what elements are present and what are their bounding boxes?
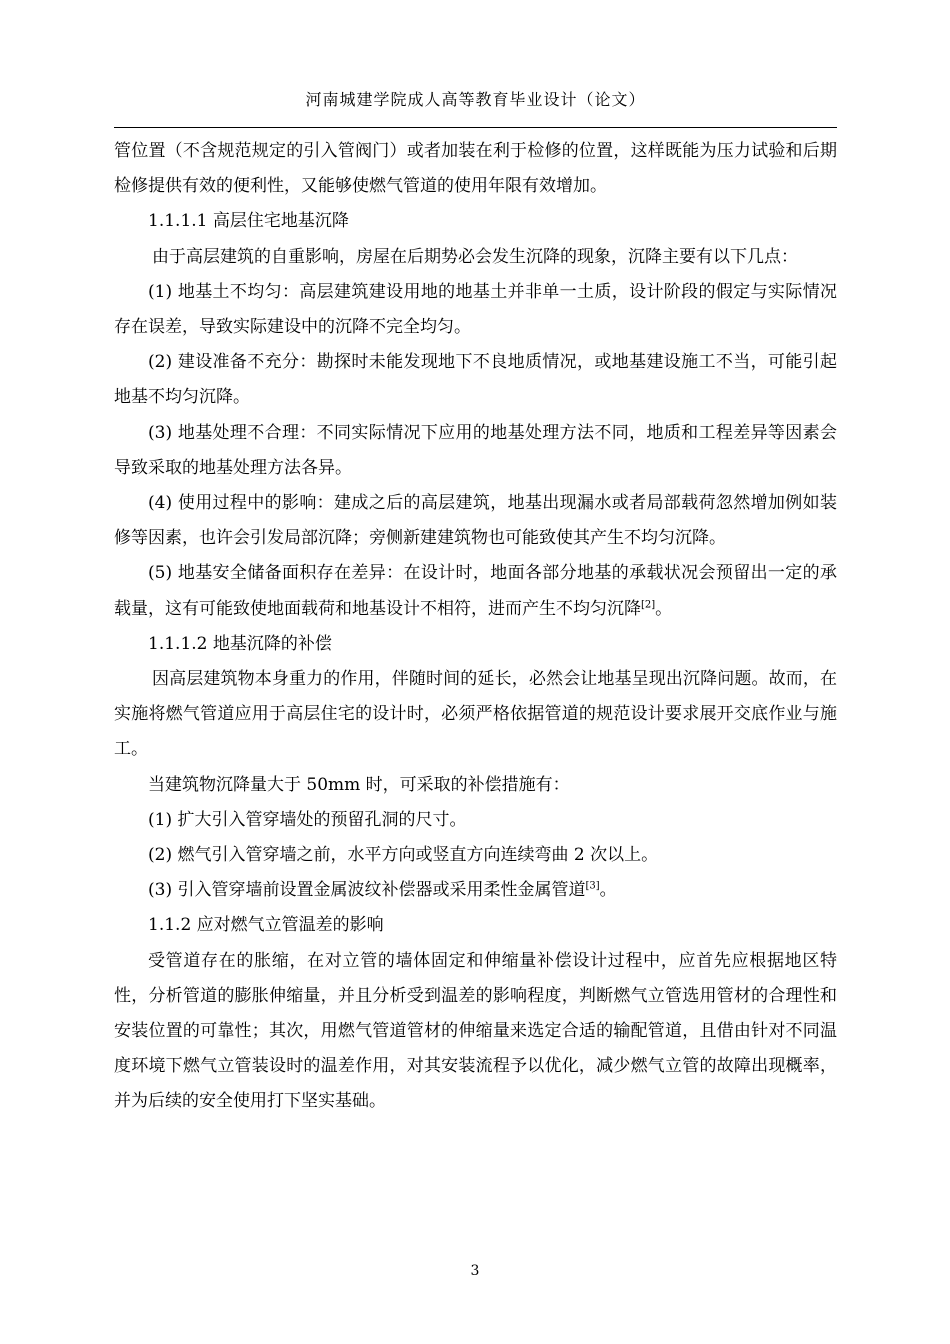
page-number: 3 bbox=[470, 1263, 480, 1279]
section-heading-1-1-1-1: 1.1.1.1 高层住宅地基沉降 bbox=[148, 211, 349, 232]
body-text bbox=[114, 134, 837, 1120]
section-heading-1-1-2: 1.1.2 应对燃气立管温差的影响 bbox=[148, 915, 384, 936]
measure-item-2: (2) 燃气引入管穿墙之前，水平方向或竖直方向连续弯曲 2 次以上。 bbox=[148, 845, 659, 866]
paragraph-compensation-intro: 因高层建筑物本身重力的作用，伴随时间的延长，必然会让地基呈现出沉降问题。故而，在实施将燃气管道应用于高层住宅的设计时，必须严格依据管道的规范设计要求展开交底作业与施工。 bbox=[114, 669, 837, 760]
list-item-1: (1) 地基土不均匀：高层建筑建设用地的地基土并非单一土质，设计阶段的假定与实际情况存在误差，导致实际建设中的沉降不完全均匀。 bbox=[114, 281, 837, 338]
list-item-2: (2) 建设准备不充分：勘探时未能发现地下不良地质情况，或地基建设施工不当，可能引起地基不均匀沉降。 bbox=[114, 352, 837, 408]
list-item-5-text: (5) 地基安全储备面积存在差异：在设计时，地面各部分地基的承载状况会预留出一定的承载量，这有可能致使地面载荷和地基设计不相符，进而产生不均匀沉降 bbox=[114, 563, 837, 619]
paragraph-continuation: 管位置（不含规范规定的引入管阀门）或者加装在利于检修的位置，这样既能为压力试验和后期检修提供有效的便利性，又能够使燃气管道的使用年限有效增加。 bbox=[114, 141, 837, 197]
header-rule bbox=[114, 127, 837, 128]
paragraph-settlement-intro: 由于高层建筑的自重影响，房屋在后期势必会发生沉降的现象，沉降主要有以下几点： bbox=[152, 246, 798, 267]
section-heading-1-1-1-2: 1.1.1.2 地基沉降的补偿 bbox=[148, 633, 332, 654]
measure-item-1: (1) 扩大引入管穿墙处的预留孔洞的尺寸。 bbox=[148, 809, 467, 830]
list-item-3: (3) 地基处理不合理：不同实际情况下应用的地基处理方法不同，地质和工程差异等因素会导致采取的地基处理方法各异。 bbox=[114, 422, 837, 478]
list-item-5 bbox=[114, 556, 837, 626]
measure-item-3 bbox=[114, 873, 837, 908]
running-header: 河南城建学院成人高等教育毕业设计（论文） bbox=[305, 90, 646, 109]
list-item-5-tail: 。 bbox=[655, 598, 673, 619]
citation-ref: [2] bbox=[641, 598, 656, 610]
measure-item-3-tail: 。 bbox=[599, 880, 617, 901]
paragraph-temperature: 受管道存在的胀缩，在对立管的墙体固定和伸缩量补偿设计过程中，应首先应根据地区特性，分析管道的膨胀伸缩量，并且分析受到温差的影响程度，判断燃气立管选用管材的合理性和安装位置的可靠性；其次，用燃气管道管材的伸缩量来选定合适的输配管道，且借由针对不同温度环境下燃气立管装设时的温差作用，对其安装流程予以优化，减少燃气立管的故障出现概率，并为后续的安全使用打下坚实基础。 bbox=[114, 950, 837, 1112]
measure-item-3-text: (3) 引入管穿墙前设置金属波纹补偿器或采用柔性金属管道 bbox=[148, 880, 586, 901]
paragraph-measures-lead: 当建筑物沉降量大于 50mm 时，可采取的补偿措施有： bbox=[148, 774, 570, 795]
citation-ref: [3] bbox=[585, 880, 600, 892]
list-item-4: (4) 使用过程中的影响：建成之后的高层建筑，地基出现漏水或者局部载荷忽然增加例如装修等因素，也许会引发局部沉降；旁侧新建建筑物也可能致使其产生不均匀沉降。 bbox=[114, 493, 837, 549]
